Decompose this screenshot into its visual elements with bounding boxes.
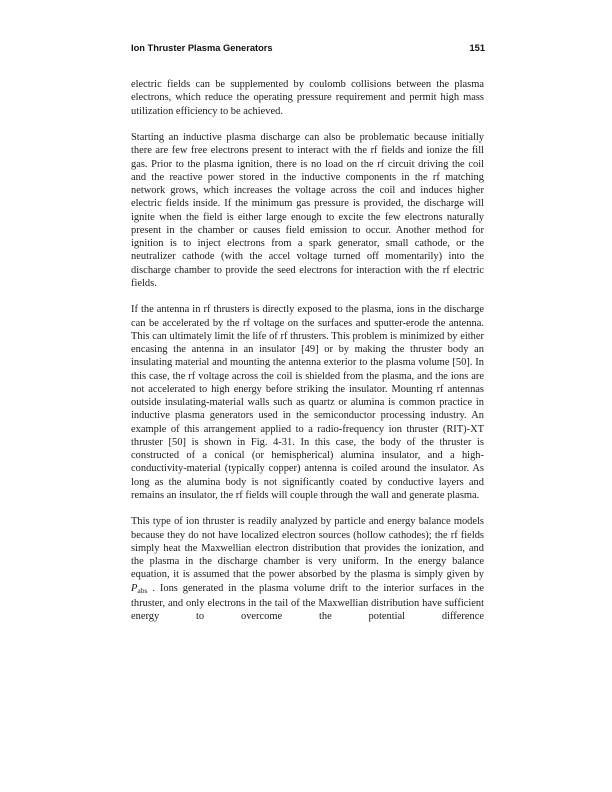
- page-number: 151: [469, 43, 485, 53]
- paragraph-2: Starting an inductive plasma discharge can also be problematic because initially there are few free electrons present to interact with the rf fields and ionize the fill gas. Prior to the plasma ignition, there is no load on the rf circuit driving the coil and the reactive power stored in the inductive components in the rf matching network grows, which increases the voltage across the coil and induces higher electric fields inside. If the minimum gas pressure is provided, the discharge will ignite when the field is either large enough to excite the few electrons naturally present in the chamber or causes field emission to occur. Another method for ignition is to inject electrons from a spark generator, small cathode, or the neutralizer cathode (with the accel voltage turned off momentarily) into the discharge chamber to provide the seed electrons for interaction with the rf electric fields.: [131, 132, 484, 289]
- power-absorbed-subscript: abs: [137, 585, 148, 595]
- paragraph-4-text-before: This type of ion thruster is readily analyzed by particle and energy balance models because they do not have localized electron sources (hollow cathodes); the rf fields simply heat the Maxwellian electron distribution that provides the ionization, and the plasma in the discharge chamber is very uniform. In the energy balance equation, it is assumed that the power absorbed by the plasma is simply given by: [131, 516, 484, 581]
- body-text: [131, 78, 484, 637]
- paragraph-4-text-after: . Ions generated in the plasma volume drift to the interior surfaces in the thruster, and only electrons in the tail of the Maxwellian distribution have sufficient energy to overcome the potential difference: [131, 582, 484, 622]
- chapter-title: Ion Thruster Plasma Generators: [131, 43, 273, 53]
- power-absorbed-symbol: Pabs: [131, 582, 148, 595]
- paragraph-3: If the antenna in rf thrusters is directly exposed to the plasma, ions in the discharge can be accelerated by the rf voltage on the surfaces and sputter-erode the antenna. This can ultimately limit the life of rf thrusters. This problem is minimized by either encasing the antenna in an insulator [49] or by making the thruster body an insulating material and mounting the antenna exterior to the plasma volume [50]. In this case, the rf voltage across the coil is shielded from the plasma, and the ions are not accelerated to high energy before striking the insulator. Mounting rf antennas outside insulating-material walls such as quartz or alumina is common practice in inductive plasma generators used in the semiconductor processing industry. An example of this arrangement applied to a radio-frequency ion thruster (RIT)-XT thruster [50] is shown in Fig. 4-31. In this case, the body of the thruster is constructed of a conical (or hemispherical) alumina insulator, and a high-conductivity-material (typically copper) antenna is coiled around the insulator. As long as the alumina body is not significantly coated by conductive layers and remains an insulator, the rf fields will couple through the wall and generate plasma.: [131, 304, 484, 501]
- running-header: [131, 43, 485, 57]
- paragraph-4: [131, 515, 484, 623]
- paragraph-1: electric fields can be supplemented by coulomb collisions between the plasma electrons, which reduce the operating pressure requirement and permit high mass utilization efficiency to be achieved.: [131, 79, 484, 117]
